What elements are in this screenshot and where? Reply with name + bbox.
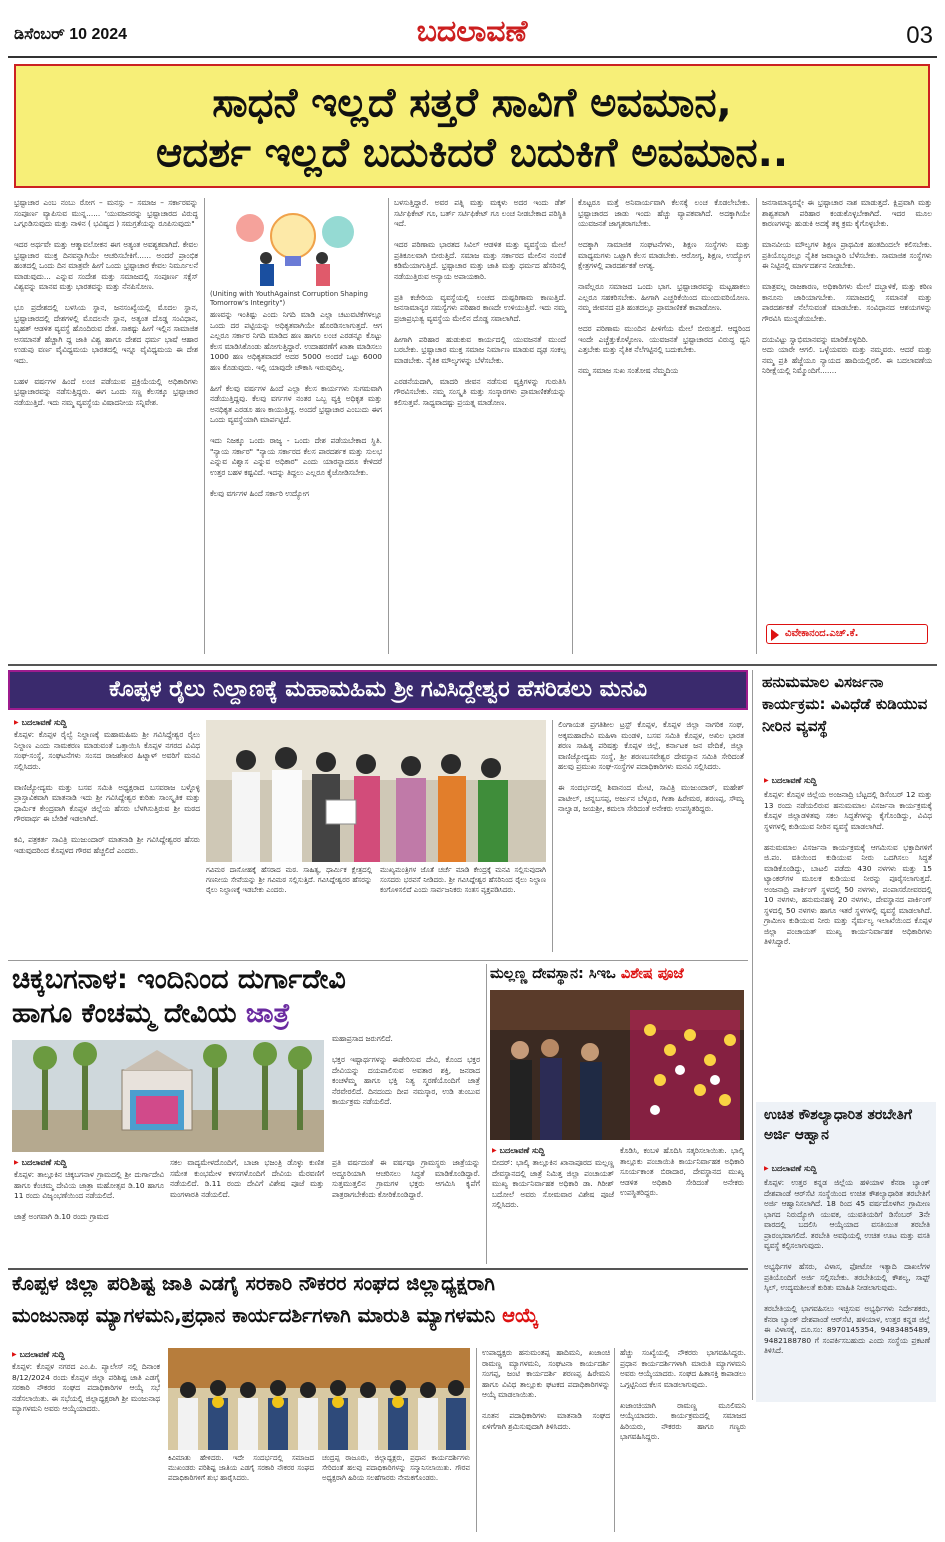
election-col-3: ಉಪಾಧ್ಯಕ್ಷರು ಹನುಮಂತಪ್ಪ ಹಾದಿಮನಿ, ಖಜಾಂಚಿ ರಾಮಣ್ಣ ಮ್ಯಾಗಳಮನಿ, ಸಂಘಟನಾ ಕಾರ್ಯದರ್ಶಿ ಸಂಗಪ್ಪ, ಜಂಟಿ ಕಾರ್ಯದರ್ಶಿ ಶರಣಪ್ಪ ಹಿರೇಮನಿ ಹಾಗೂ ವಿವಿಧ ತಾಲ್ಲೂಕು ಘಟಕದ ಪದಾಧಿಕಾರಿಗಳನ್ನು ಆಯ್ಕೆ ಮಾಡಲಾಯಿತು. ನೂತನ ಪದಾಧಿಕಾರಿಗಳು ಮಾತನಾಡಿ ಸಂಘದ ಏಳಿಗೆಗಾಗಿ ಶ್ರಮಿಸುವುದಾಗಿ ತಿಳಿಸಿದರು. xyxy=(482,1348,610,1431)
election-byline: ▶ ಬದಲಾವಣೆ ಸುದ್ದಿ xyxy=(12,1350,65,1360)
lead-col-3: ಬಳಸುತ್ತಿದ್ದಾರೆ. ಅವರ ಪತ್ನಿ ಮತ್ತು ಮಕ್ಕಳು ಅದರ ಇಂದು ಡೆತ್ ಸರ್ಟಿಫಿಕೇಟ್ ಗೂ, ಬರ್ತ್ ಸರ್ಟಿಫಿಕೇಟ್ ಗೂ ಲಂಚ ನೀಡಬೇಕಾದ ಪರಿಸ್ಥಿತಿ ಇದೆ. ಇದರ ಪರಿಣಾಮ ಭಾರತದ ಸಿವಿಲ್ ಆಡಳಿತ ಮತ್ತು ವ್ಯವಸ್ಥೆಯ ಮೇಲೆ ಪ್ರತಿಕೂಲವಾಗಿ ಬೀರುತ್ತಿದೆ. ಸಮಾಜ ಮತ್ತು ಸರ್ಕಾರದ ಮೇಲಿನ ನಂಬಿಕೆ ಕಡಿಮೆಯಾಗುತ್ತಿದೆ. ಭ್ರಷ್ಟಾಚಾರ ಮತ್ತು ಜಾತಿ ಮತ್ತು ಧರ್ಮದ ಹೆಸರಿನಲ್ಲಿ ನಡೆಯುತ್ತಿರುವ ಅನ್ಯಾಯ ಅಪಾಯಕಾರಿ. ಪ್ರತಿ ಕಚೇರಿಯ ವ್ಯವಸ್ಥೆಯಲ್ಲಿ ಲಂಚದ ದುಷ್ಪರಿಣಾಮ ಕಾಣುತ್ತಿದೆ. ಜನಸಾಮಾನ್ಯರ ಸಮಸ್ಯೆಗಳು ಪರಿಹಾರ ಕಾಣದೇ ಉಳಿಯುತ್ತಿವೆ. ಇದು ನಮ್ಮ ಪ್ರಜಾಪ್ರಭುತ್ವ ವ್ಯವಸ್ಥೆಯ ಮೇಲಿನ ದೊಡ್ಡ ಸವಾಲಾಗಿದೆ. ಹೀಗಾಗಿ ಪರಿಹಾರ ಹುಡುಕುವ ಕಾರ್ಯದಲ್ಲಿ ಯುವಜನತೆ ಮುಂದೆ ಬರಬೇಕು. ಭ್ರಷ್ಟಾಚಾರ ಮುಕ್ತ ಸಮಾಜ ನಿರ್ಮಾಣ ಮಾಡುವ ದೃಢ ಸಂಕಲ್ಪ ಮಾಡಬೇಕು. ನೈತಿಕ ಮೌಲ್ಯಗಳನ್ನು ಬೆಳೆಸಬೇಕು. ಎರಡನೆಯದಾಗಿ, ಮಾದರಿ ಜೀವನ ನಡೆಸುವ ವ್ಯಕ್ತಿಗಳನ್ನು ಗುರುತಿಸಿ ಗೌರವಿಸಬೇಕು. ನಮ್ಮ ಸಂಸ್ಕೃತಿ ಮತ್ತು ಸಂಸ್ಕಾರಗಳು ಪ್ರಾಮಾಣಿಕತೆಯನ್ನು ಕಲಿಸುತ್ತವೆ. ಸಾಧ್ಯವಾದಷ್ಟು ಪ್ರಯತ್ನ ಮಾಡೋಣ. xyxy=(394,198,566,407)
election-photo xyxy=(168,1348,470,1450)
paper-logo: ಬದಲಾವಣೆ xyxy=(416,14,528,49)
railway-col-1: ಕೊಪ್ಪಳ: ಕೊಪ್ಪಳ ರೈಲ್ವೆ ನಿಲ್ದಾಣಕ್ಕೆ ಮಹಾಮಹಿಮ ಶ್ರೀ ಗವಿಸಿದ್ದೇಶ್ವರ ರೈಲು ನಿಲ್ದಾಣ ಎಂದು ನಾಮಕರಣ ಮಾಡುವಂತೆ ಒತ್ತಾಯಿಸಿ ಕೊಪ್ಪಳ ನಗರದ ವಿವಿಧ ಸಂಘ-ಸಂಸ್ಥೆ, ಸಂಘಟನೆಗಳು ಸಂಸದ ರಾಜಶೇಖರ ಹಿಟ್ನಾಳ್ ಅವರಿಗೆ ಮನವಿ ಸಲ್ಲಿಸಿದರು. ವಾಣಿಜ್ಯೋದ್ಯಮ ಮತ್ತು ಬಸವ ಸಮಿತಿ ಅಧ್ಯಕ್ಷರಾದ ಬಸವರಾಜ ಬಳ್ಳೊಳ್ಳಿ ಪ್ರಾಸ್ತಾವಿಕವಾಗಿ ಮಾತನಾಡಿ ಇದು ಶ್ರೀ ಗವಿಸಿದ್ದೇಶ್ವರ ಕುರಿತು ಸಾಂಸ್ಕೃತಿಕ ಮತ್ತು ಧಾರ್ಮಿಕ ಕೇಂದ್ರವಾಗಿ ಕೊಪ್ಪಳ ಜಿಲ್ಲೆಯ ಹೆಸರು ಬೆಳಗಿಸುತ್ತಿರುವ ಶ್ರೀ ಮಠದ ಗೌರವಾರ್ಥ ಈ ಬೇಡಿಕೆ ಇಡಲಾಗಿದೆ. ಕವಿ, ಪತ್ರಕರ್ತ ಸಾವಿತ್ರಿ ಮುಜುಂದಾರ್ ಮಾತನಾಡಿ ಶ್ರೀ ಗವಿಸಿದ್ದೇಶ್ವರರ ಹೆಸರು ಇಡುವುದರಿಂದ ಕೊಪ್ಪಳದ ಗೌರವ ಹೆಚ್ಚಲಿದೆ ಎಂದರು. xyxy=(14,730,200,855)
railway-caption-left: ಗವಿಮಠ ದಾಸೋಹಕ್ಕೆ ಹೆಸರಾದ ಮಠ. ಸಾಹಿತ್ಯ, ಧಾರ್ಮಿಕ ಕ್ಷೇತ್ರದಲ್ಲಿ ಗಣನೀಯ ಸೇವೆಯನ್ನು ಶ್ರೀ ಗವಿಮಠ ಸಲ್ಲಿಸುತ್ತಿದೆ. ಗವಿಸಿದ್ದೇಶ್ವರರ ಹೆಸರನ್ನು ರೈಲು ನಿಲ್ದಾಣಕ್ಕೆ ಇಡಬೇಕು ಎಂದರು. xyxy=(206,866,375,894)
railway-article xyxy=(8,670,748,960)
election-article xyxy=(8,1272,748,1538)
chikkabaganal-article xyxy=(8,964,484,1264)
skill-headline: ಉಚಿತ ಕೌಶಲ್ಯಾಧಾರಿತ ತರಬೇತಿಗೆ ಅರ್ಜಿ ಆಹ್ವಾನ xyxy=(764,1107,912,1143)
election-headline-1: ಕೊಪ್ಪಳ ಜಿಲ್ಲಾ ಪರಿಶಿಷ್ಟ ಜಾತಿ ಎಡಗೈ ಸರಕಾರಿ ನೌಕರರ ಸಂಘದ ಜಿಲ್ಲಾಧ್ಯಕ್ಷರಾಗಿ xyxy=(12,1272,495,1295)
mallanna-col-1: ಬೀದರ್: ಭಾಲ್ಕಿ ತಾಲ್ಲೂಕಿನ ಖಾನಾಪೂರದ ಮಲ್ಲಣ್ಣ ದೇವಸ್ಥಾನದಲ್ಲಿ ಜಾತ್ರೆ ನಿಮಿತ್ತ ಜಿಲ್ಲಾ ಪಂಚಾಯತ್ ಮುಖ್ಯ ಕಾರ್ಯನಿರ್ವಾಹಕ ಅಧಿಕಾರಿ ಡಾ. ಗಿರೀಶ್ ಬದೋಲೆ ಅವರು ಸೋಮವಾರ ವಿಶೇಷ ಪೂಜೆ ಸಲ್ಲಿಸಿದರು. xyxy=(492,1158,617,1210)
chikkabaganal-headline-2: ಹಾಗೂ ಕೆಂಚಮ್ಮ ದೇವಿಯ ಜಾತ್ರೆ xyxy=(12,998,291,1029)
lead-col-5: ಜನಸಾಮಾನ್ಯರನ್ನೇ ಈ ಭ್ರಷ್ಟಾಚಾರ ನಾಶ ಮಾಡುತ್ತದೆ. ಕ್ಷಿಪ್ರವಾಗಿ ಮತ್ತು ಶಾಶ್ವತವಾಗಿ ಪರಿಹಾರ ಕಂಡುಕೊಳ್ಳಬೇಕಾಗಿದೆ. ಇದರ ಮೂಲ ಕಾರಣಗಳನ್ನು ಹುಡುಕಿ ಅದಕ್ಕೆ ತಕ್ಕ ಕ್ರಮ ಕೈಗೊಳ್ಳಬೇಕು. ಮಾನವೀಯ ಮೌಲ್ಯಗಳ ಶಿಕ್ಷಣ ಪ್ರಾಥಮಿಕ ಹಂತದಿಂದಲೇ ಕಲಿಸಬೇಕು. ಪ್ರತಿಯೊಬ್ಬರಲ್ಲೂ ನೈತಿಕ ಜವಾಬ್ದಾರಿ ಬೆಳೆಸಬೇಕು. ಸಾಮಾಜಿಕ ಸಂಸ್ಥೆಗಳು ಈ ನಿಟ್ಟಿನಲ್ಲಿ ಮಾರ್ಗದರ್ಶನ ನೀಡಬೇಕು. ಮಾತ್ರವಲ್ಲ ರಾಜಕಾರಣ, ಅಧಿಕಾರಿಗಳು ಮೇಲೆ ದಬ್ಬಾಳಿಕೆ, ಮತ್ತು ಕಠಿಣ ಕಾನೂನು ಜಾರಿಯಾಗಬೇಕು. ಸಮಾಜದಲ್ಲಿ ಸಮಾನತೆ ಮತ್ತು ಪಾರದರ್ಶಕತೆ ನೆಲೆಸುವಂತೆ ಮಾಡಬೇಕು. ಸಂವಿಧಾನದ ಆಶಯಗಳನ್ನು ಗೌರವಿಸಿ ಮುನ್ನಡೆಯಬೇಕು. ದಯವಿಟ್ಟು ಸ್ವಾಭಿಮಾನವನ್ನು ಮಾರಿಕೊಳ್ಳದಿರಿ. ಅದು ಯಾರೇ ಆಗಲಿ. ಒಳ್ಳೆಯವರು ಮತ್ತು ನಮ್ಮವರು. ಆದರೆ ಮತ್ತು ನಮ್ಮ ಪ್ರತಿ ಹೆಜ್ಜೆಯೂ ನ್ಯಾಯದ ಹಾದಿಯಲ್ಲಿರಲಿ. ಈ ಬದಲಾವಣೆಯ ನಿರೀಕ್ಷೆಯಲ್ಲಿ ನಿಮ್ಮೊಂದಿಗೆ....... xyxy=(762,198,932,376)
lead-col-1: ಭ್ರಷ್ಟಾಚಾರ ಎಂಬ ನಂಬು ರೋಗ – ಮನಸ್ಸು – ಸಮಾಜ – ಸರ್ಕಾರವನ್ನು ಸಂಪೂರ್ಣ ವ್ಯಾಪಿಸುವ ಮುನ್ನ...... 'ಯುವಜನರನ್ನು ಭ್ರಷ್ಟಾಚಾರದ ವಿರುದ್ಧ ಒಗ್ಗೂಡಿಸುವುದು ಮತ್ತು ನಾಳಿನ ( ಭವಿಷ್ಯದ ) ಸಮಗ್ರತೆಯನ್ನು ರೂಪಿಸುವುದು" ಇದರ ಅರ್ಥವೇ ಮತ್ತು ಆತ್ಮಾವಲೋಕನ ಈಗ ಅತ್ಯಂತ ಅವಶ್ಯಕವಾಗಿದೆ. ಕೇವಲ ಭ್ರಷ್ಟಾಚಾರ ಮುಕ್ತ ದಿನವನ್ನಾಗಿಯೇ ಆಚರಿಸಬೇಕಿಗೆ...... ಅಂದರೆ ಪ್ರಾಂಭಿಕ ಹಂತದಲ್ಲಿ ಒಂದು ದಿನ ಮಾತ್ರವೇ ಹೀಗೆ ಒಂದು ಭ್ರಷ್ಟಾಚಾರ ಕೇವಲ ನಿರ್ಮೂಲನೆ ಮಾಡುವುದು... ಎನ್ನುವ ಸಂದೇಶ ಮತ್ತು ಸಮಾಜದಲ್ಲಿ ಸಂಪೂರ್ಣ ಸಕ್ಸೆಸ್ ವಿಶ್ವವನ್ನು ಮಾನವ ಮತ್ತು ಭಾರತವನ್ನು ಮತ್ತು ನೆನಪಿಸೋಣ. ಭೂ ಪ್ರದೇಶದಲ್ಲಿ ಬಳಸಿಯ ಸ್ಥಾನ, ಜನಸಂಖ್ಯೆಯಲ್ಲಿ ಮೊದಲ ಸ್ಥಾನ, ಭ್ರಷ್ಟಾಚಾರದಲ್ಲಿ ದೇಶಗಳಲ್ಲಿ ಮೊದಲನೇ ಸ್ಥಾನ, ಅತ್ಯಂತ ದೊಡ್ಡ ಸಂವಿಧಾನ, ಬೃಹತ್ ಆಡಳಿತ ವ್ಯವಸ್ಥೆ ಹೊಂದಿರುವ ದೇಶ. ಸಾಕಷ್ಟು ಹೀಗೆ ಇಲ್ಲಿನ ಸಾಮಾಜಿಕ ಅಸಮಾನತೆ ಹೆಚ್ಚಾಗಿ ದ್ದ ಜಾತಿ ವಿಶ್ವ ಹಾಗೂ ದೇಶದ ಧರ್ಮ ಭಾಷೆ ಆಹಾರ ಉಡುಪು ವರ್ಣ ವೈವಿಧ್ಯಮಯ ಭಾರತದಲ್ಲಿ ಇನ್ನೂ ವೈವಿಧ್ಯಮಯ ಈ ದೇಶ ಇದು. ಬಹಳ ವರ್ಷಗಳ ಹಿಂದೆ ಲಂಚ ಪಡೆಯುವ ಪ್ರಕ್ರಿಯೆಯಲ್ಲಿ ಅಧಿಕಾರಿಗಳು ಭ್ರಷ್ಟಾಚಾರವನ್ನು ನಡೆಸುತ್ತಿದ್ದರು. ಈಗ ಒಂದು ಸಣ್ಣ ಕೆಲಸಕ್ಕೂ ಭ್ರಷ್ಟಾಚಾರ ನಡೆಯುತ್ತಿದೆ. ಇದು ನಮ್ಮ ವ್ಯವಸ್ಥೆಯ ವಿಷಾದನೀಯ ಸನ್ನಿವೇಶ. xyxy=(14,198,198,407)
lead-article xyxy=(0,192,945,662)
lead-col-4: ಕೊಟ್ಟರೂ ಮತ್ತೆ ಅನಿವಾರ್ಯವಾಗಿ ಕೆಲಸಕ್ಕೆ ಲಂಚ ಕೊಡಲೇಬೇಕು. ಭ್ರಷ್ಟಾಚಾರದ ಜಾಡು ಇಂದು ಹೆಚ್ಚು ವ್ಯಾಪಕವಾಗಿದೆ. ಅದಕ್ಕಾಗಿಯೇ ಯುವಜನತೆ ಜಾಗೃತರಾಗಬೇಕು. ಅದಕ್ಕಾಗಿ ಸಾಮಾಜಿಕ ಸಂಘಟನೆಗಳು, ಶಿಕ್ಷಣ ಸಂಸ್ಥೆಗಳು ಮತ್ತು ಮಾಧ್ಯಮಗಳು ಒಟ್ಟಾಗಿ ಕೆಲಸ ಮಾಡಬೇಕು. ಆರೋಗ್ಯ, ಶಿಕ್ಷಣ, ಉದ್ಯೋಗ ಕ್ಷೇತ್ರಗಳಲ್ಲಿ ಪಾರದರ್ಶಕತೆ ಅಗತ್ಯ. ನಾವೆಲ್ಲರೂ ಸಮಾಜದ ಒಂದು ಭಾಗ. ಭ್ರಷ್ಟಾಚಾರವನ್ನು ಮಟ್ಟಹಾಕಲು ಎಲ್ಲರೂ ಸಹಕರಿಸಬೇಕು. ಹೀಗಾಗಿ ಎಚ್ಚರಿಕೆಯಿಂದ ಮುಂದುವರಿಯೋಣ. ನಮ್ಮ ಜೀವನದ ಪ್ರತಿ ಹಂತದಲ್ಲೂ ಪ್ರಾಮಾಣಿಕತೆ ಕಾಪಾಡೋಣ. ಅದರ ಪರಿಣಾಮ ಮುಂದಿನ ಪೀಳಿಗೆಯ ಮೇಲೆ ಬೀರುತ್ತದೆ. ಆದ್ದರಿಂದ ಇಂದೇ ಎಚ್ಚೆತ್ತುಕೊಳ್ಳೋಣ. ಯುವಜನತೆ ಭ್ರಷ್ಟಾಚಾರದ ವಿರುದ್ಧ ಧ್ವನಿ ಎತ್ತಬೇಕು ಮತ್ತು ನೈತಿಕ ನೆಲೆಗಟ್ಟಿನಲ್ಲಿ ಬದುಕಬೇಕು. ನಮ್ಮ ಸಮಾಜ ಸುಖ ಸಂತೋಷ ನೆಮ್ಮದಿಯ xyxy=(578,198,750,376)
chikkabaganal-col-right: ಪ್ರತಿ ವರ್ಷದಂತೆ ಈ ವರ್ಷವೂ ಗ್ರಾಮಸ್ಥರು ಜಾತ್ರೆಯನ್ನು ಅದ್ದೂರಿಯಾಗಿ ಆಚರಿಸಲು ಸಿದ್ಧತೆ ಮಾಡಿಕೊಂಡಿದ್ದಾರೆ. ಸುತ್ತಮುತ್ತಲಿನ ಗ್ರಾಮಗಳ ಭಕ್ತರು ಆಗಮಿಸಿ ಕೃಪೆಗೆ ಪಾತ್ರರಾಗಬೇಕೆಂದು ಕೋರಿಕೊಂಡಿದ್ದಾರೆ. xyxy=(332,1158,483,1199)
hanumamala-headline: ಹನುಮಮಾಲ ವಿಸರ್ಜನಾ ಕಾರ್ಯಕ್ರಮ: ವಿವಿಧೆಡೆ ಕುಡಿಯುವ ನೀರಿನ ವ್ಯವಸ್ಥೆ xyxy=(762,673,928,735)
quote-line-2: ಆದರ್ಶ ಇಲ್ಲದೆ ಬದುಕಿದರೆ ಬದುಕಿಗೆ ಅವಮಾನ.. xyxy=(155,130,789,176)
page-number: 03 xyxy=(906,22,933,49)
mallanna-byline: ▶ ಬದಲಾವಣೆ ಸುದ್ದಿ xyxy=(492,1146,545,1156)
author-arrow-icon xyxy=(771,629,779,641)
lead-illustration xyxy=(210,198,376,288)
railway-headline: ಕೊಪ್ಪಳ ರೈಲು ನಿಲ್ದಾಣಕ್ಕೆ ಮಹಾಮಹಿಮ ಶ್ರೀ ಗವಿಸಿದ್ದೇಶ್ವರ ಹೆಸರಿಡಲು ಮನವಿ xyxy=(8,670,748,710)
election-col-4: ಹೆಚ್ಚು ಸಂಖ್ಯೆಯಲ್ಲಿ ನೌಕರರು ಭಾಗವಹಿಸಿದ್ದರು. ಪ್ರಧಾನ ಕಾರ್ಯದರ್ಶಿಗಳಾಗಿ ಮಾರುತಿ ಮ್ಯಾಗಳಮನಿ ಅವರು ಆಯ್ಕೆಯಾದರು. ಸಂಘದ ಹಿತಾಸಕ್ತಿ ಕಾಪಾಡಲು ಒಗ್ಗಟ್ಟಿನಿಂದ ಕೆಲಸ ಮಾಡಲಾಗುವುದು. ಖಜಾಂಚಿಯಾಗಿ ರಾಮಣ್ಣ ಮೂಲಿಮನಿ ಆಯ್ಕೆಯಾದರು. ಕಾರ್ಯಕ್ರಮದಲ್ಲಿ ಸಮಾಜದ ಹಿರಿಯರು, ನೌಕರರು ಹಾಗೂ ಗಣ್ಯರು ಭಾಗವಹಿಸಿದ್ದರು. xyxy=(620,1348,746,1442)
railway-photo xyxy=(206,720,546,862)
railway-col-2: ಲಿಂಗಾಯತ ಪ್ರಗತಿಶೀಲ ಟ್ರಸ್ಟ್ ಕೊಪ್ಪಳ, ಕೊಪ್ಪಳ ಜಿಲ್ಲಾ ನಾಗರಿಕ ಸಂಘ, ಅಕ್ಕಮಹಾದೇವಿ ಮಹಿಳಾ ಮಂಡಳಿ, ಬಸವ ಸಮಿತಿ ಕೊಪ್ಪಳ, ಅಖಿಲ ಭಾರತ ಶರಣ ಸಾಹಿತ್ಯ ಪರಿಷತ್ತು ಕೊಪ್ಪಳ ಜಿಲ್ಲೆ, ಕರ್ನಾಟಕ ಜನ ವೇದಿಕೆ, ಜಿಲ್ಲಾ ವಾಣಿಜ್ಯೋದ್ಯಮ ಸಂಸ್ಥೆ, ಶ್ರೀ ಶರಣಬಸವೇಶ್ವರ ದೇವಸ್ಥಾನ ಸಮಿತಿ ಸೇರಿದಂತೆ ಹಲವು ಪ್ರಮುಖ ಸಂಘ-ಸಂಸ್ಥೆಗಳ ಪದಾಧಿಕಾರಿಗಳು ಮನವಿ ಸಲ್ಲಿಸಿದರು. ಈ ಸಂದರ್ಭದಲ್ಲಿ ಶಿವಾನಂದ ಮೇಟಿ, ಸಾವಿತ್ರಿ ಮುಜುಂದಾರ್, ಮಹೇಶ್ ಪಾಟೀಲ್, ಚನ್ನಬಸಪ್ಪ, ಅರ್ಜುನ ಬೆಳ್ಳೂರ, ಗೀತಾ ಹಿರೇಮಠ, ಶರಣಪ್ಪ, ಸೌಮ್ಯ ನಾಲ್ವಾಡ, ಜಯಶ್ರೀ, ಕಮಲಾ ಸೇರಿದಂತೆ ಅನೇಕರು ಉಪಸ್ಥಿತರಿದ್ದರು. xyxy=(558,720,744,814)
chikkabaganal-col-mid: ಸಕಲ ವಾದ್ಯಮೇಳದೊಂದಿಗೆ, ಬಾಜಾ ಭಜಂತ್ರಿ ಡೊಳ್ಳು ಕುಣಿತ ಸಮೇತ ಕುಂಭಮೇಳ ಕಳಸಗಳೊಂದಿಗೆ ದೇವಿಯ ಮೆರವಣಿಗೆ ನಡೆಯಲಿದೆ. ಡಿ.11 ರಂದು ದೇವಿಗೆ ವಿಶೇಷ ಪೂಜೆ ಮತ್ತು ಮಂಗಳಾರತಿ ನಡೆಯಲಿದೆ. xyxy=(170,1158,327,1199)
election-caption-2: ಚಂದ್ರಪ್ಪ ರಾಜೂರು, ಜಿಲ್ಲಾಧ್ಯಕ್ಷರು, ಪ್ರಧಾನ ಕಾರ್ಯದರ್ಶಿಗಳು ಸೇರಿದಂತೆ ಹಲವು ಪದಾಧಿಕಾರಿಗಳನ್ನು ಸನ್ಮಾನಿಸಲಾಯಿತು. ಗೌರವ ಅಧ್ಯಕ್ಷರಾಗಿ ಹಿರಿಯ ಸಲಹೆಗಾರರು ನೇಮಕಗೊಂಡರು. xyxy=(322,1454,473,1482)
skill-body: ಕೊಪ್ಪಳ: ಉತ್ತರ ಕನ್ನಡ ಜಿಲ್ಲೆಯ ಹಳಿಯಾಳ ಕೆನರಾ ಬ್ಯಾಂಕ್ ದೇಶಪಾಂಡೆ ಆರ್‌ಸೆಟಿ ಸಂಸ್ಥೆಯಿಂದ ಉಚಿತ ಕೌಶಲ್ಯಾಧಾರಿತ ತರಬೇತಿಗೆ ಅರ್ಜಿ ಆಹ್ವಾನಿಸಲಾಗಿದೆ. 18 ರಿಂದ 45 ವರ್ಷದೊಳಗಿನ ಗ್ರಾಮೀಣ ಭಾಗದ ನಿರುದ್ಯೋಗಿ ಯುವಕ, ಯುವತಿಯರಿಗೆ ಡಿಸೆಂಬರ್ 3ನೇ ವಾರದಲ್ಲಿ ಬದಲಿಸಿ ಆಯ್ಕೆಯಾದ ವಸತಿಯುತ ತರಬೇತಿ ಪ್ರಾರಂಭವಾಗಲಿದೆ. ತರಬೇತಿ ಅವಧಿಯಲ್ಲಿ ಉಚಿತ ಊಟ ಮತ್ತು ವಸತಿ ವ್ಯವಸ್ಥೆ ಕಲ್ಪಿಸಲಾಗುವುದು. ಅಭ್ಯರ್ಥಿಗಳ ಹೆಸರು, ವಿಳಾಸ, ಫೋಟೋ ಇತ್ಯಾದಿ ದಾಖಲೆಗಳ ಪ್ರತಿಯೊಂದಿಗೆ ಅರ್ಜಿ ಸಲ್ಲಿಸಬೇಕು. ತರಬೇತಿಯಲ್ಲಿ ಕೌಶಲ್ಯ, ಸಾಫ್ಟ್ ಸ್ಕಿಲ್, ಉದ್ಯಮಶೀಲತೆ ಕುರಿತು ಮಾಹಿತಿ ನೀಡಲಾಗುವುದು. ತರಬೇತಿಯಲ್ಲಿ ಭಾಗವಹಿಸಲು ಇಚ್ಛಿಸುವ ಅಭ್ಯರ್ಥಿಗಳು ನಿರ್ದೇಶಕರು, ಕೆನರಾ ಬ್ಯಾಂಕ್ ದೇಶಪಾಂಡೆ ಆರ್‌ಸೆಟಿ, ಹಳಿಯಾಳ, ಉತ್ತರ ಕನ್ನಡ ಜಿಲ್ಲೆ ಈ ವಿಳಾಸಕ್ಕೆ, ದೂ.ಸಂ: 8970145354, 9483485489, 9482188780 ಗೆ ಸಂಪರ್ಕಿಸಬಹುದು ಎಂದು ಸಂಸ್ಥೆಯ ಪ್ರಕಟಣೆ ತಿಳಿಸಿದೆ. xyxy=(764,1178,930,1356)
mallanna-col-2: ಕೊಡಿಸಿ, ಕಂಬಳಿ ಹೊದಿಸಿ ಸತ್ಕರಿಸಲಾಯಿತು. ಭಾಲ್ಕಿ ತಾಲ್ಲೂಕು ಪಂಚಾಯಿತಿ ಕಾರ್ಯನಿರ್ವಾಹಕ ಅಧಿಕಾರಿ ಸೂರ್ಯಕಾಂತ ಬಿರಾದಾರ, ದೇವಸ್ಥಾನದ ಮುಖ್ಯ ಆಡಳಿತ ಅಧಿಕಾರಿ ಸೇರಿದಂತೆ ಅನೇಕರು ಉಪಸ್ಥಿತರಿದ್ದರು. xyxy=(620,1146,747,1198)
railway-caption-right: ಮುಖ್ಯಮಂತ್ರಿಗಳ ಜೊತೆ ಚರ್ಚೆ ಮಾಡಿ ಕೇಂದ್ರಕ್ಕೆ ಮನವಿ ಸಲ್ಲಿಸುವುದಾಗಿ ಸಂಸದರು ಭರವಸೆ ನೀಡಿದರು. ಶ್ರೀ ಗವಿಸಿದ್ದೇಶ್ವರ ಹೆಸರಿನಿಂದ ರೈಲು ನಿಲ್ದಾಣ ಕಂಗೊಳಿಸಲಿದೆ ಎಂದು ಸಾರ್ವಜನಿಕರು ಸಂತಸ ವ್ಯಕ್ತಪಡಿಸಿದರು. xyxy=(380,866,549,894)
election-caption-1: ಕಿವಿಮಾತು ಹೇಳಿದರು. ಇದೇ ಸಂದರ್ಭದಲ್ಲಿ ಸಮಾಜದ ಮುಖಂಡರು ಪರಿಶಿಷ್ಟ ಜಾತಿಯ ಎಡಗೈ ಸರಕಾರಿ ನೌಕರರ ಸಂಘದ ಪದಾಧಿಕಾರಿಗಳಿಗೆ ಶುಭ ಹಾರೈಸಿದರು. xyxy=(168,1454,317,1482)
election-col-1: ಕೊಪ್ಪಳ: ಕೊಪ್ಪಳ ನಗರದ ಎಂ.ಪಿ. ಪ್ಯಾಲೇಸ್ ನಲ್ಲಿ ದಿನಾಂಕ 8/12/2024 ರಂದು ಕೊಪ್ಪಳ ಜಿಲ್ಲಾ ಪರಿಶಿಷ್ಟ ಜಾತಿ ಎಡಗೈ ಸರಕಾರಿ ನೌಕರರ ಸಂಘದ ಪದಾಧಿಕಾರಿಗಳ ಆಯ್ಕೆ ಸಭೆ ನಡೆಸಲಾಯಿತು. ಈ ಸಭೆಯಲ್ಲಿ ಜಿಲ್ಲಾಧ್ಯಕ್ಷರಾಗಿ ಶ್ರೀ ಮಂಜುನಾಥ ಮ್ಯಾಗಳಮನಿ ಅವರು ಆಯ್ಕೆಯಾದರು. xyxy=(12,1362,163,1414)
hanumamala-article xyxy=(758,670,938,1100)
quote-banner xyxy=(14,64,930,188)
mallanna-headline: ಮಲ್ಲಣ್ಣ ದೇವಸ್ಥಾನ: ಸಿಇಒ ವಿಶೇಷ ಪೂಜೆ xyxy=(490,966,684,982)
masthead-rule xyxy=(8,56,937,58)
chikkabaganal-col-left: ಕೊಪ್ಪಳ: ತಾಲ್ಲೂಕಿನ ಚಿಕ್ಕಬಗನಾಳ ಗ್ರಾಮದಲ್ಲಿ ಶ್ರೀ ದುರ್ಗಾದೇವಿ ಹಾಗೂ ಕೆಂಚಮ್ಮ ದೇವಿಯ ಜಾತ್ರಾ ಮಹೋತ್ಸವ ಡಿ.10 ಹಾಗೂ 11 ರಂದು ವಿಜೃಂಭಣೆಯಿಂದ ನಡೆಯಲಿದೆ. ಜಾತ್ರೆ ಅಂಗವಾಗಿ ಡಿ.10 ರಂದು ಗ್ರಾಮದ xyxy=(14,1170,164,1222)
issue-date: ಡಿಸೆಂಬರ್ 10 2024 xyxy=(14,26,128,43)
author-tag xyxy=(766,624,928,644)
hanumamala-body: ಕೊಪ್ಪಳ: ಕೊಪ್ಪಳ ಜಿಲ್ಲೆಯ ಅಂಜನಾದ್ರಿ ಬೆಟ್ಟದಲ್ಲಿ ಡಿಸೆಂಬರ್ 12 ಮತ್ತು 13 ರಂದು ನಡೆಯಲಿರುವ ಹನುಮಮಾಲ ವಿಸರ್ಜನಾ ಕಾರ್ಯಕ್ರಮಕ್ಕೆ ಕೊಪ್ಪಳ ಜಿಲ್ಲಾಡಳಿತವು ಸಕಲ ಸಿದ್ಧತೆಗಳನ್ನು ಕೈಗೊಂಡಿದ್ದು, ವಿವಿಧ ಸ್ಥಳಗಳಲ್ಲಿ ಕುಡಿಯುವ ನೀರಿನ ವ್ಯವಸ್ಥೆ ಮಾಡಲಾಗಿದೆ. ಹನುಮಮಾಲ ವಿಸರ್ಜನಾ ಕಾರ್ಯಕ್ರಮಕ್ಕೆ ಆಗಮಿಸುವ ಭಕ್ತಾದಿಗಳಿಗೆ ಜಿ.ಪಂ. ವತಿಯಿಂದ ಕುಡಿಯುವ ನೀರು ಒದಗಿಸಲು ಸಿದ್ಧತೆ ಮಾಡಿಕೊಂಡಿದ್ದು, ಬಾಟಲಿ ಪಡೆದು 430 ನಳಗಳು ಮತ್ತು 15 ಟ್ಯಾಂಕರ್‌ಗಳ ಮೂಲಕ ಕುಡಿಯುವ ನೀರನ್ನು ಪೂರೈಸಲಾಗುತ್ತದೆ. ಅಂಜನಾದ್ರಿ ಪಾರ್ಕಿಂಗ್ ಸ್ಥಳದಲ್ಲಿ 50 ನಳಗಳು, ಪಂಪಾಸರೋವರದಲ್ಲಿ 10 ನಳಗಳು, ಹನುಮನಹಳ್ಳಿ 20 ನಳಗಳು, ದೇವಸ್ಥಾನದ ಪಾರ್ಕಿಂಗ್ ಸ್ಥಳದಲ್ಲಿ 50 ನಳಗಳು ಹಾಗೂ ಇತರೆ ಸ್ಥಳಗಳಲ್ಲಿ ವ್ಯವಸ್ಥೆ ಮಾಡಲಾಗಿದೆ. ಗ್ರಾಮೀಣ ಕುಡಿಯುವ ನೀರು ಮತ್ತು ನೈರ್ಮಲ್ಯ ಇಲಾಖೆಯಿಂದ ಕೊಪ್ಪಳ ಜಿಲ್ಲಾ ಪಂಚಾಯತ್ ಮುಖ್ಯ ಕಾರ್ಯನಿರ್ವಾಹಕ ಅಧಿಕಾರಿಗಳು ತಿಳಿಸಿದ್ದಾರೆ. xyxy=(764,790,932,947)
mallanna-photo xyxy=(490,990,744,1140)
railway-byline: ▶ ಬದಲಾವಣೆ ಸುದ್ದಿ xyxy=(14,718,67,728)
hanumamala-byline: ▶ ಬದಲಾವಣೆ ಸುದ್ದಿ xyxy=(764,776,817,786)
lead-image-caption: (Uniting with YouthAgainst Corruption Shaping Tomorrow's Integrity") xyxy=(210,290,368,308)
skill-byline: ▶ ಬದಲಾವಣೆ ಸುದ್ದಿ xyxy=(764,1164,817,1174)
chikkabaganal-headline-1: ಚಿಕ್ಕಬಗನಾಳ: ಇಂದಿನಿಂದ ದುರ್ಗಾದೇವಿ xyxy=(12,964,346,995)
skill-article xyxy=(756,1102,936,1402)
quote-line-1: ಸಾಧನೆ ಇಲ್ಲದೆ ಸತ್ತರೆ ಸಾವಿಗೆ ಅವಮಾನ, xyxy=(212,80,732,126)
masthead xyxy=(0,0,945,58)
author-name: ವಿವೇಕಾನಂದ.ಎಚ್.ಕೆ. xyxy=(785,628,859,639)
chikkabaganal-byline: ▶ ಬದಲಾವಣೆ ಸುದ್ದಿ xyxy=(14,1158,67,1168)
mallanna-article xyxy=(490,964,748,1264)
lead-col-2: ಹಣವನ್ನು ಇಂತಿಷ್ಟು ಎಂದು ನಿಗದಿ ಮಾಡಿ ಎಲ್ಲಾ ಚಟುವಟಿಕೆಗಳಲ್ಲೂ ಒಂದು ದರ ಪಟ್ಟಿಯನ್ನು ಅಧಿಕೃತವಾಗಿಯೇ ಹೊರಡಿಸಲಾಗುತ್ತದೆ. ಆಗ ಎಲ್ಲರೂ ಸರ್ಕಾರ ನಿಗದಿ ಮಾಡಿದ ಹಣ ಹಾಗೂ ಲಂಚ ಎರಡನ್ನೂ ಕೊಟ್ಟು ಕೆಲಸ ಮಾಡಿಸಿಕೊಂಡು ಹೋಗುತ್ತಿದ್ದಾರೆ. ಉದಾಹರಣೆಗೆ ಖಾತಾ ಮಾಡಿಸಲು 1000 ಹಣ ಅಧಿಕೃತವಾದರೆ ಅದರ 5000 ಅಂದರೆ ಒಟ್ಟು 6000 ಹಣ ಕೊಡುವುದು. ಇಲ್ಲಿ ಯಾವುದೇ ಚೌಕಾಸಿ ಇರುವುದಿಲ್ಲ. ಹೀಗೆ ಕೆಲವು ವರ್ಷಗಳ ಹಿಂದೆ ಎಲ್ಲಾ ಕೆಲಸ ಕಾರ್ಯಗಳು ಸುಗಮವಾಗಿ ನಡೆಯುತ್ತಿದ್ದವು. ಕೆಲವು ವರ್ಗಗಳ ನಂತರ ಒಬ್ಬ ವ್ಯಕ್ತಿ ಅಧಿಕೃತ ಮತ್ತು ಅನಧಿಕೃತ ಎರಡೂ ಹಣ ಕಾಯುತ್ತಿದ್ದ. ಅಂದರೆ ಭ್ರಷ್ಟಾಚಾರ ಎಂಬುದು ಈಗ ಒಂದು ವ್ಯವಸ್ಥೆಯಾಗಿ ಮಾರ್ಪಟ್ಟಿದೆ. ಇದು ನಿಜಕ್ಕೂ ಒಂದು ರಾಜ್ಯ - ಒಂದು ದೇಶ ಪಡೆಯಬೇಕಾದ ಸ್ಥಿತಿ. "ನ್ಯಾಯ ಸರ್ಕಾರ" "ನ್ಯಾಯ ಸರ್ಕಾರದ ಕೆಲಸ ಪಾರದರ್ಶಕ ಮತ್ತು ಸುಲಭ ಎನ್ನುವ ವಿಶ್ವಾಸ ಎನ್ನುವ ಅಧಿಕಾರ" ಎಂದು ಯಾರನ್ನಾದರೂ ಕೇಳಿದರೆ ಉತ್ತರ ಬಹಳ ಕಷ್ಟವಿದೆ. ಇದನ್ನು ತಿದ್ದಲು ಎಲ್ಲರೂ ಕೈಜೋಡಿಸಬೇಕು. ಕೆಲವು ವರ್ಗಗಳ ಹಿಂದೆ ಸರ್ಕಾರಿ ಉದ್ಯೋಗ xyxy=(210,310,382,498)
chikkabaganal-col-top: ಮಹಾಪ್ರಸಾದ ಜರುಗಲಿದೆ. ಭಕ್ತರ ಇಷ್ಟಾರ್ಥಗಳನ್ನು ಈಡೇರಿಸುವ ದೇವಿ, ಕೊಂದ ಭಕ್ತರ ದೇವಿಯನ್ನು ದಯಪಾಲಿಸುವ ಅವತಾರ ಶಕ್ತಿ, ಜನರಾದ ಕಂಚಳೆಮ್ಮ ಹಾಗೂ ಭಕ್ತಿ ನಿತ್ಯ ಸ್ಮರಣೆಯೊಂದಿಗೆ ಜಾತ್ರೆ ನೆರವೇರಲಿದೆ. ದಿನದಂದು ದೀಪ ನಮಸ್ಕಾರ, ಉಡಿ ತುಂಬುವ ಕಾರ್ಯಕ್ರಮ ನಡೆಯಲಿದೆ. xyxy=(332,1034,480,1107)
chikkabaganal-photo xyxy=(12,1040,324,1152)
election-headline-2: ಮಂಜುನಾಥ ಮ್ಯಾಗಳಮನಿ,ಪ್ರಧಾನ ಕಾರ್ಯದರ್ಶಿಗಳಾಗಿ ಮಾರುತಿ ಮ್ಯಾಗಳಮನಿ ಆಯ್ಕೆ xyxy=(12,1304,539,1327)
